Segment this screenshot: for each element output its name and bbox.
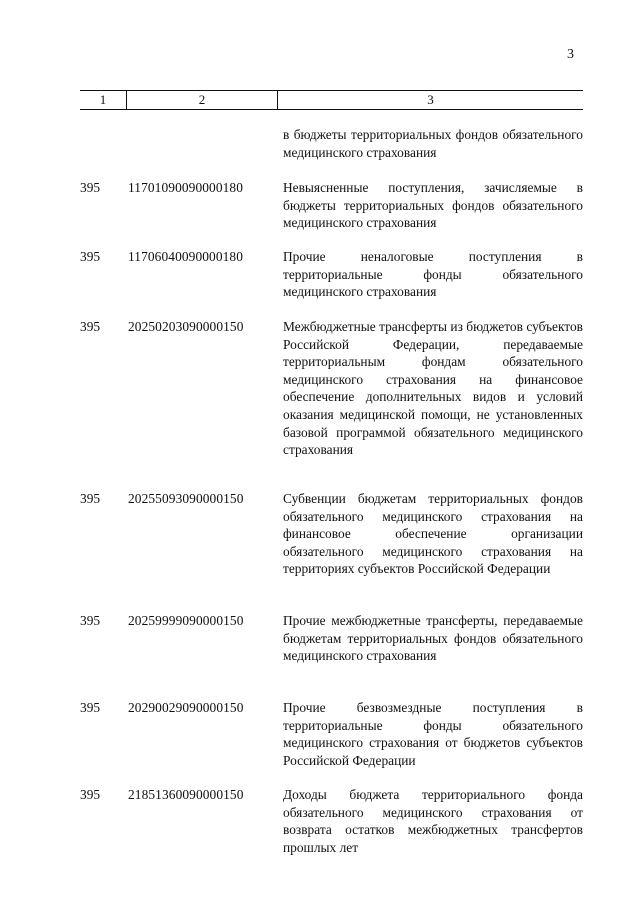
admin-code: 395 — [80, 249, 101, 264]
income-description: Межбюджетные трансферты из бюджетов субъектов Российской Федерации, передаваемые территориальным фондам обязательного медицинского страхования на финансовое обеспечение дополнительных видов и условий оказания медицинской помощи, не установленных базовой программой обязательного медицинского страхования — [283, 319, 583, 458]
header-col-3: 3 — [427, 92, 434, 107]
page-number: 3 — [567, 47, 574, 62]
header-col-2: 2 — [198, 92, 206, 107]
income-description: Субвенции бюджетам территориальных фондов обязательного медицинского страхования на финансовое обеспечение организации обязательного медицинского страхования на территориях субъектов Российской Федерации — [283, 491, 583, 577]
admin-code: 395 — [80, 613, 101, 628]
admin-code: 395 — [80, 491, 101, 506]
header-col-1: 1 — [99, 92, 107, 107]
income-description: Прочие межбюджетные трансферты, передаваемые бюджетам территориальных фондов обязательного медицинского страхования — [283, 613, 583, 664]
budget-code: 20259999090000150 — [128, 613, 244, 628]
income-description: Прочие безвозмездные поступления в территориальные фонды обязательного медицинского страхования от бюджетов субъектов Российской Федерации — [283, 700, 583, 768]
budget-code: 20250203090000150 — [128, 319, 244, 334]
budget-code: 11701090090000180 — [128, 180, 244, 195]
income-description: Прочие неналоговые поступления в территориальные фонды обязательного медицинского страхования — [283, 249, 583, 300]
budget-code: 21851360090000150 — [128, 787, 244, 802]
income-description: в бюджеты территориальных фондов обязательного медицинского страхования — [283, 127, 583, 160]
table-header — [80, 90, 583, 110]
admin-code: 395 — [80, 180, 101, 195]
budget-code: 20255093090000150 — [128, 491, 244, 506]
budget-code: 11706040090000180 — [128, 249, 244, 264]
admin-code: 395 — [80, 319, 101, 334]
income-description: Невыясненные поступления, зачисляемые в бюджеты территориальных фондов обязательного медицинского страхования — [283, 180, 583, 231]
income-description: Доходы бюджета территориального фонда обязательного медицинского страхования от возврата остатков межбюджетных трансфертов прошлых лет — [283, 787, 583, 855]
budget-code: 20290029090000150 — [128, 700, 244, 715]
admin-code: 395 — [80, 787, 101, 802]
admin-code: 395 — [80, 700, 101, 715]
